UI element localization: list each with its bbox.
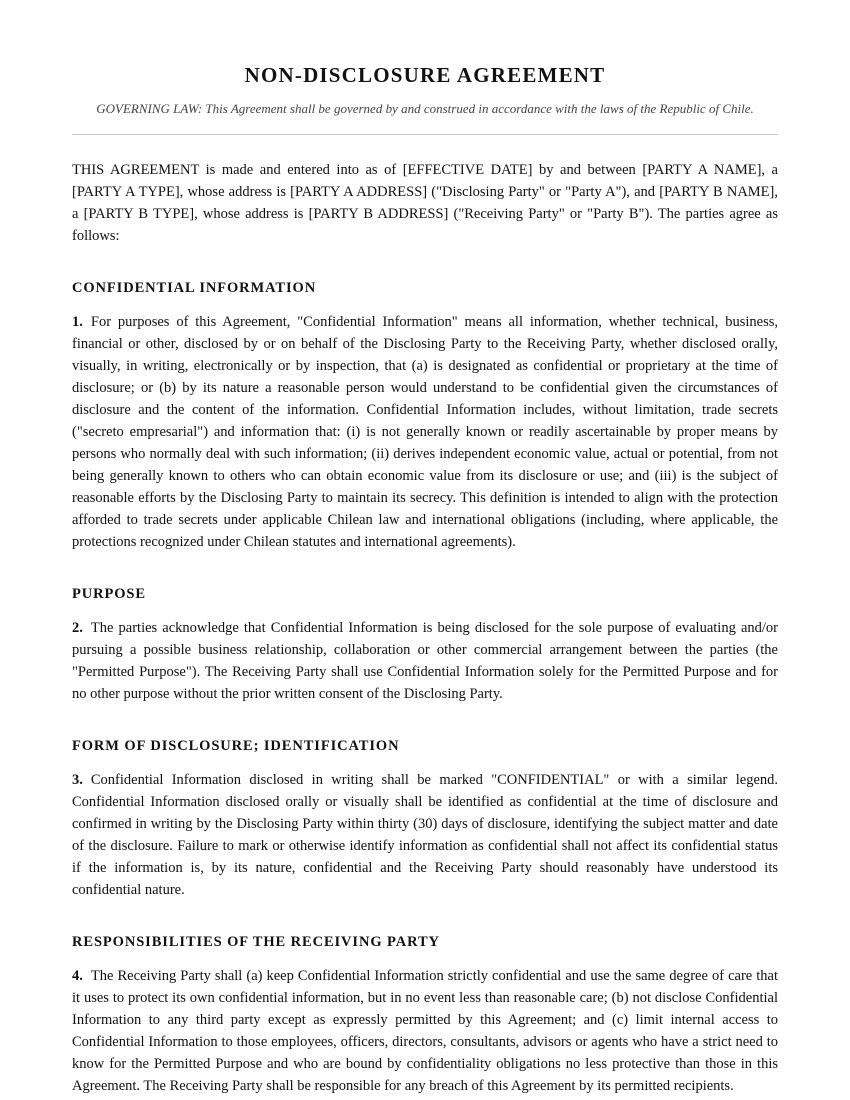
clause-2 bbox=[72, 617, 778, 705]
clause-number: 4. bbox=[72, 968, 83, 984]
clause-number: 1. bbox=[72, 314, 83, 330]
intro-paragraph: THIS AGREEMENT is made and entered into as of [EFFECTIVE DATE] by and between [PARTY A NAME], a [PARTY A TYPE], whose address is [PARTY A ADDRESS] ("Disclosing Party" or "Party A"), and [PARTY B NAME], a [PARTY B TYPE], whose address is [PARTY B ADDRESS] ("Receiving Party" or "Party B"). The parties agree as follows: bbox=[72, 162, 778, 244]
section-heading-responsibilities: RESPONSIBILITIES OF THE RECEIVING PARTY bbox=[72, 934, 440, 950]
clause-text: For purposes of this Agreement, "Confidential Information" means all information, whether technical, business, financial or other, disclosed by or on behalf of the Disclosing Party to the Receiving Party, whether disclosed orally, visually, in writing, electronically or by inspection, that (a) is designated as confidential or proprietary at the time of disclosure; or (b) by its nature a reasonable person would understand to be confidential given the circumstances of disclosure and the content of the information. Confidential Information includes, without limitation, trade secrets ("secreto empresarial") and information that: (i) is not generally known or readily ascertainable by proper means by persons who normally deal with such information; (ii) derives independent economic value, actual or potential, from not being generally known to others who can obtain economic value from its disclosure or use; and (iii) is the subject of reasonable efforts by the Disclosing Party to maintain its secrecy. This definition is intended to align with the protection afforded to trade secrets under applicable Chilean law and international obligations (including, where applicable, the protections recognized under Chilean statutes and international agreements). bbox=[72, 314, 778, 550]
document-title: NON-DISCLOSURE AGREEMENT bbox=[244, 63, 606, 87]
section-heading-confidential-information: CONFIDENTIAL INFORMATION bbox=[72, 280, 317, 296]
clause-text: The parties acknowledge that Confidential Information is being disclosed for the sole purpose of evaluating and/or pursuing a possible business relationship, collaboration or other commercial arrangement between the parties (the "Permitted Purpose"). The Receiving Party shall use Confidential Information solely for the Permitted Purpose and for no other purpose without the prior written consent of the Disclosing Party. bbox=[72, 620, 778, 702]
governing-law-note: GOVERNING LAW: This Agreement shall be governed by and construed in accordance with the laws of the Republic of Chile. bbox=[96, 101, 754, 116]
clause-1 bbox=[72, 311, 778, 553]
header-divider bbox=[72, 134, 778, 135]
clause-number: 2. bbox=[72, 620, 83, 636]
clause-text: The Receiving Party shall (a) keep Confidential Information strictly confidential and use the same degree of care that it uses to protect its own confidential information, but in no event less than reasonable care; (b) not disclose Confidential Information to any third party except as expressly permitted by this Agreement; and (c) limit internal access to Confidential Information to those employees, officers, directors, consultants, advisors or agents who have a strict need to know for the Permitted Purpose and who are bound by confidentiality obligations no less protective than those in this Agreement. The Receiving Party shall be responsible for any breach of this Agreement by its permitted recipients. bbox=[72, 968, 778, 1094]
clause-3 bbox=[72, 769, 778, 901]
section-heading-form-of-disclosure: FORM OF DISCLOSURE; IDENTIFICATION bbox=[72, 738, 400, 754]
document-page bbox=[72, 0, 778, 1097]
clause-text: Confidential Information disclosed in writing shall be marked "CONFIDENTIAL" or with a similar legend. Confidential Information disclosed orally or visually shall be identified as confidential at the time of disclosure and confirmed in writing by the Disclosing Party within thirty (30) days of disclosure, identifying the subject matter and date of the disclosure. Failure to mark or otherwise identify information as confidential shall not affect its confidential status if the information is, by its nature, confidential and the Receiving Party should reasonably have understood its confidential nature. bbox=[72, 772, 778, 898]
clause-number: 3. bbox=[72, 772, 83, 788]
clause-4 bbox=[72, 965, 778, 1097]
section-heading-purpose: PURPOSE bbox=[72, 586, 146, 602]
